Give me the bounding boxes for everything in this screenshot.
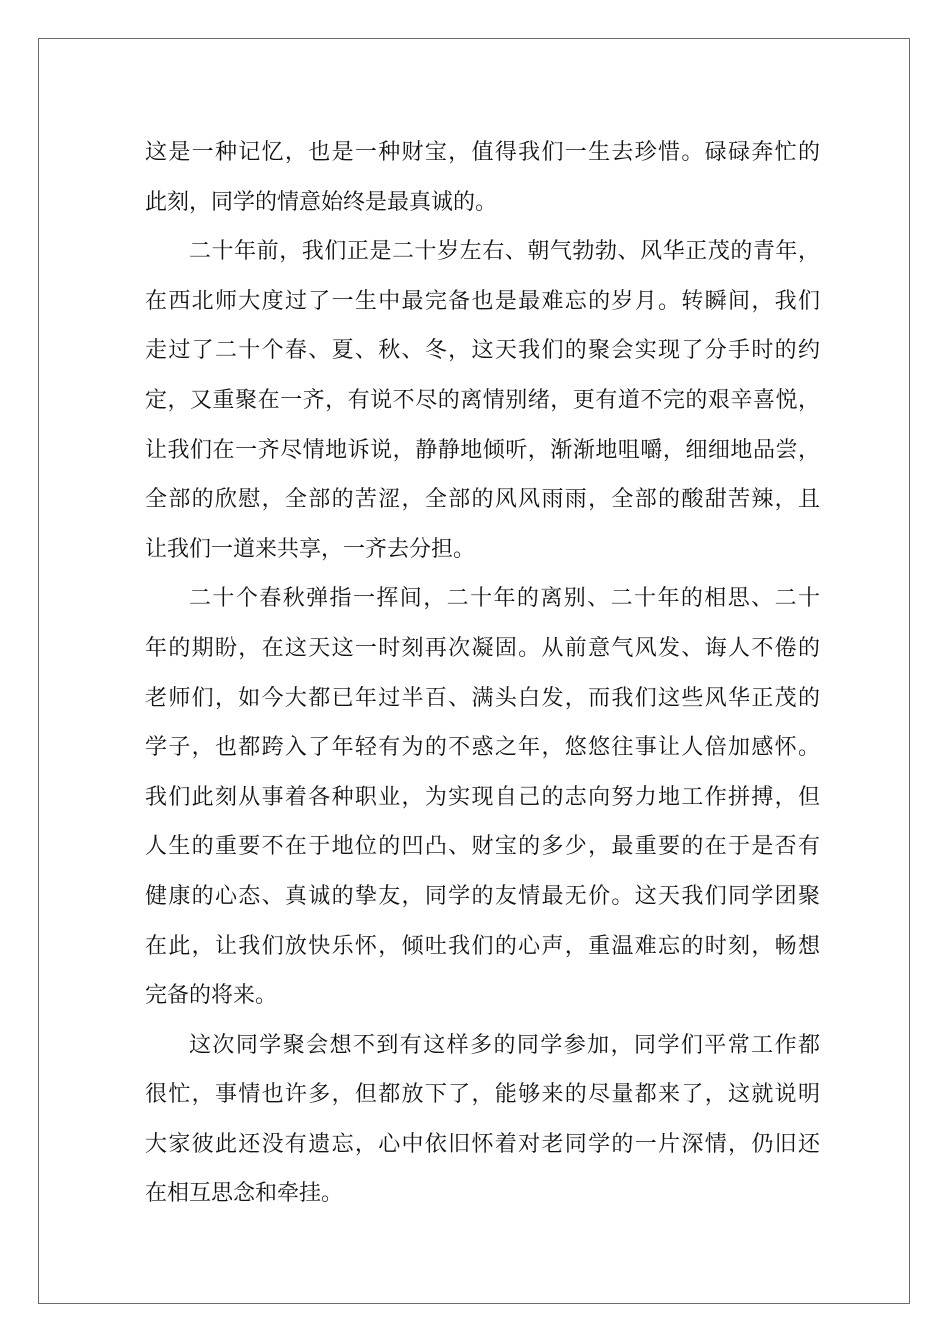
text-line: 让我们在一齐尽情地诉说，静静地倾听，渐渐地咀嚼，细细地品尝， <box>145 437 820 463</box>
text-line: 定，又重聚在一齐，有说不尽的离情别绪，更有道不完的艰辛喜悦， <box>145 387 820 413</box>
text-line: 在此，让我们放快乐怀，倾吐我们的心声，重温难忘的时刻，畅想 <box>145 933 820 959</box>
text-line: 大家彼此还没有遗忘，心中依旧怀着对老同学的一片深情，仍旧还 <box>145 1131 820 1157</box>
text-line: 年的期盼，在这天这一时刻再次凝固。从前意气风发、诲人不倦的 <box>145 635 820 661</box>
text-line: 健康的心态、真诚的挚友，同学的友情最无价。这天我们同学团聚 <box>145 883 820 909</box>
text-line: 人生的重要不在于地位的凹凸、财宝的多少，最重要的在于是否有 <box>145 834 820 860</box>
text-line: 这次同学聚会想不到有这样多的同学参加，同学们平常工作都 <box>189 1032 820 1058</box>
text-line: 此刻，同学的情意始终是最真诚的。 <box>145 189 498 215</box>
text-line: 二十年前，我们正是二十岁左右、朝气勃勃、风华正茂的青年， <box>189 239 820 265</box>
text-line: 走过了二十个春、夏、秋、冬，这天我们的聚会实现了分手时的约 <box>145 338 820 364</box>
text-line: 让我们一道来共享，一齐去分担。 <box>145 536 476 562</box>
text-line: 二十个春秋弹指一挥间，二十年的离别、二十年的相思、二十 <box>189 586 820 612</box>
text-line: 在西北师大度过了一生中最完备也是最难忘的岁月。转瞬间，我们 <box>145 288 820 314</box>
text-line: 很忙，事情也许多，但都放下了，能够来的尽量都来了，这就说明 <box>145 1082 820 1108</box>
paragraph-4 <box>145 1021 820 1219</box>
paragraph-1 <box>145 128 820 227</box>
text-line: 我们此刻从事着各种职业，为实现自己的志向努力地工作拼搏，但 <box>145 784 820 810</box>
text-line: 老师们，如今大都已年过半百、满头白发，而我们这些风华正茂的 <box>145 685 820 711</box>
text-line: 完备的将来。 <box>145 983 278 1009</box>
paragraph-2 <box>145 227 820 574</box>
text-line: 这是一种记忆，也是一种财宝，值得我们一生去珍惜。碌碌奔忙的 <box>145 140 820 165</box>
document-body <box>145 128 820 1219</box>
text-line: 全部的欣慰，全部的苦涩，全部的风风雨雨，全部的酸甜苦辣，且 <box>145 487 820 513</box>
paragraph-3 <box>145 574 820 1020</box>
text-line: 在相互思念和牵挂。 <box>145 1181 344 1207</box>
text-line: 学子，也都跨入了年轻有为的不惑之年，悠悠往事让人倍加感怀。 <box>145 735 820 761</box>
